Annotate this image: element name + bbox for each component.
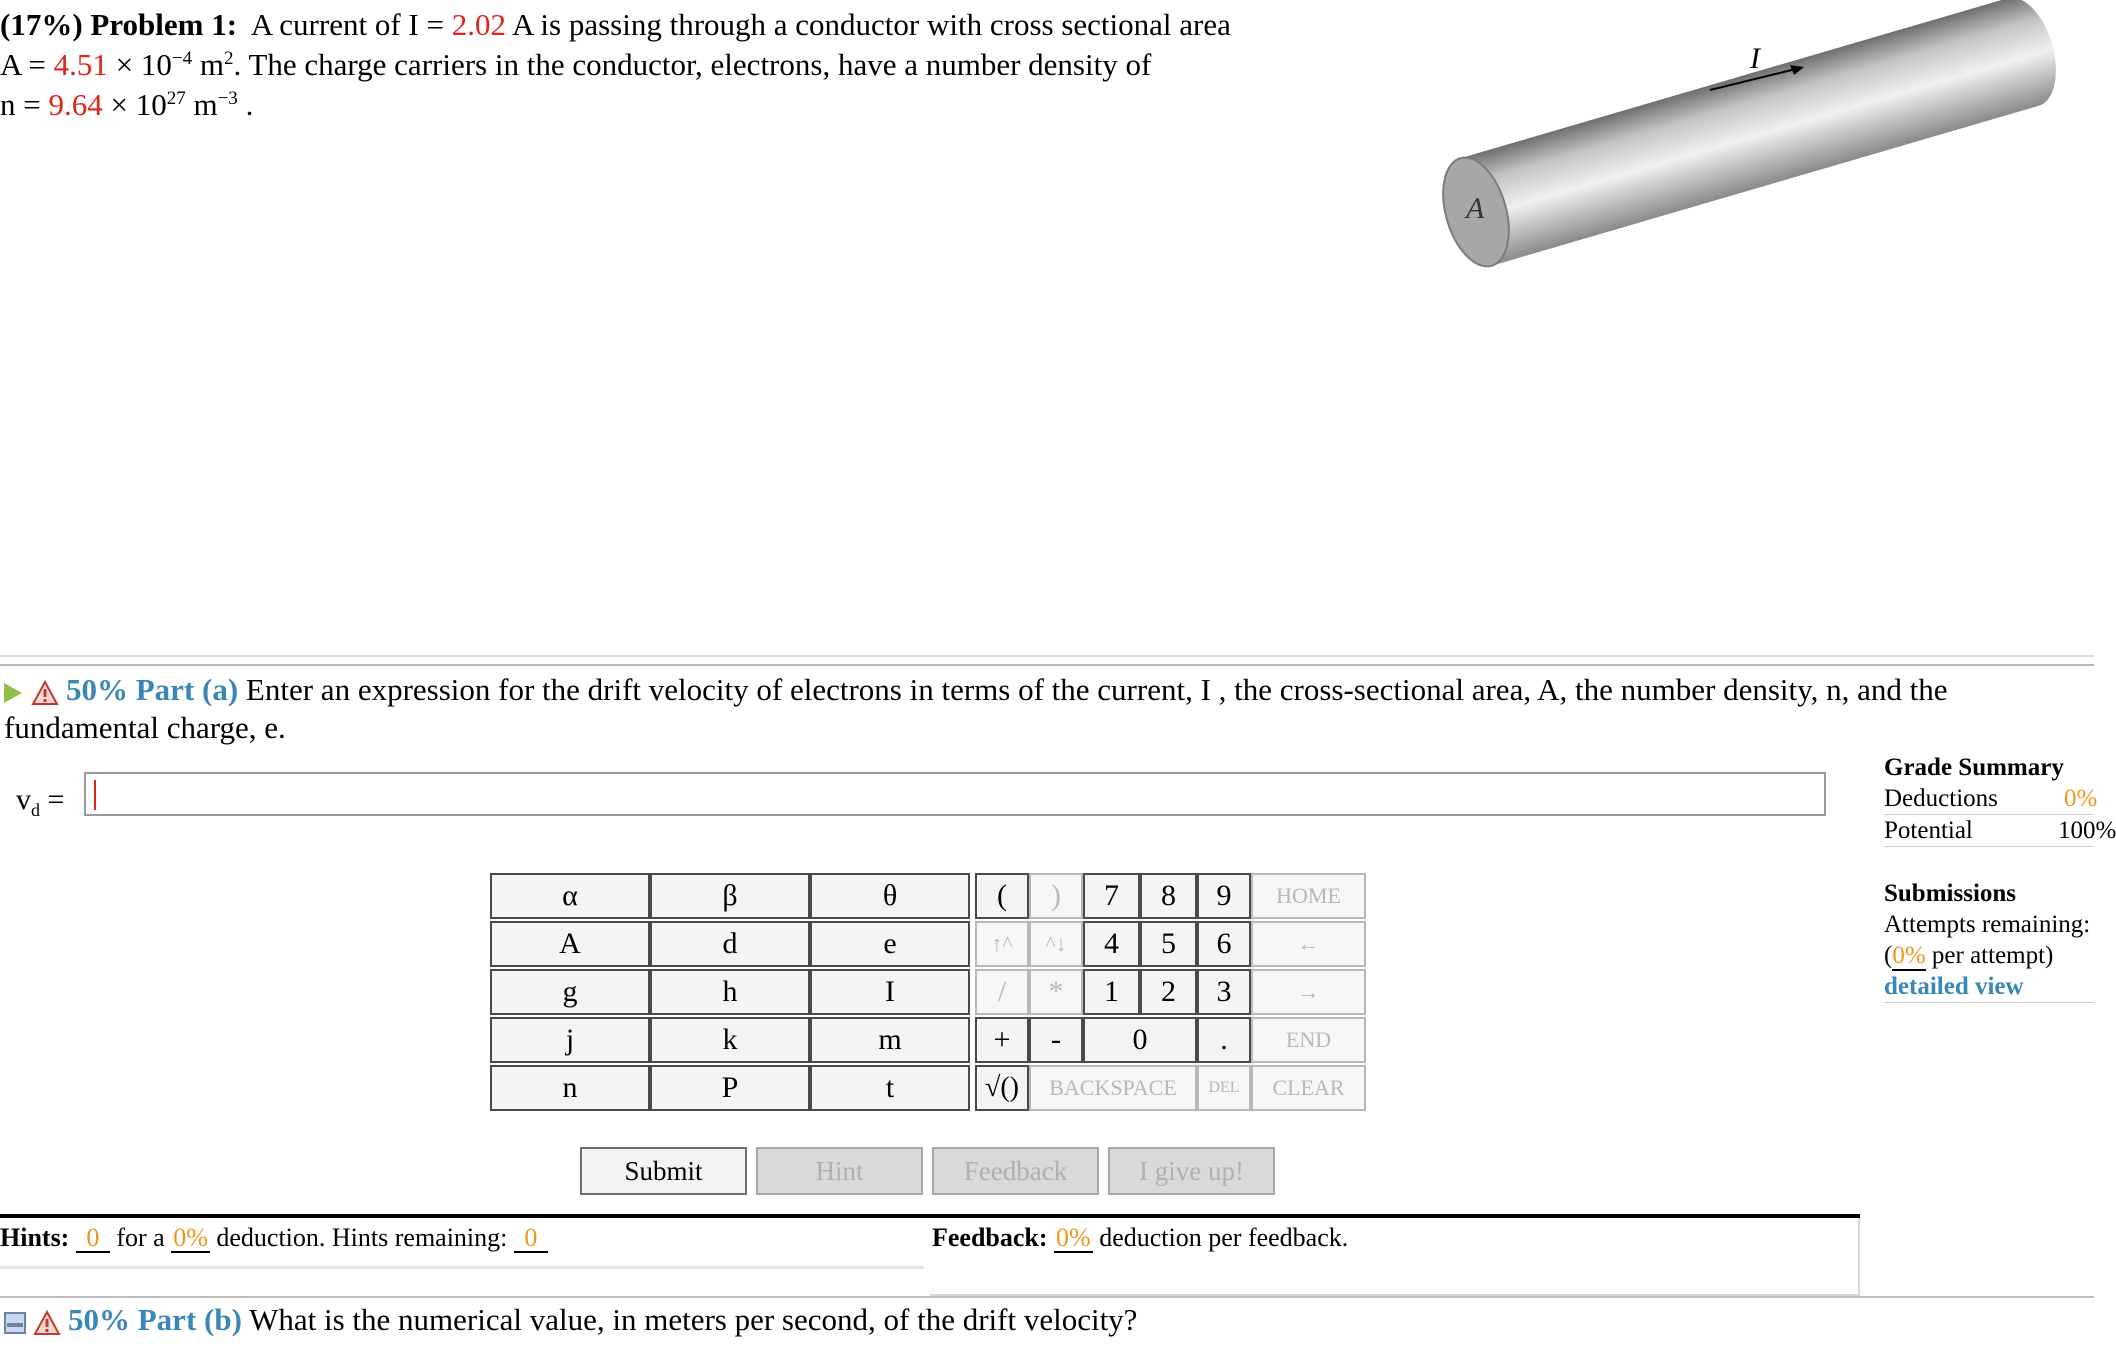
density-unit: m [185,87,218,122]
problem-weight: (17%) [0,7,83,42]
density-prefix: n = [0,87,49,122]
variable-key[interactable]: I [810,969,970,1015]
cursor-left-key[interactable]: ← [1251,921,1366,967]
problem-title: Problem 1: [90,7,238,42]
variable-key[interactable]: n [490,1065,650,1111]
multiply-key[interactable]: * [1029,969,1083,1015]
current-label: I [1750,42,1760,75]
hint-button[interactable]: Hint [756,1147,923,1195]
current-value: 2.02 [451,7,506,42]
minus-key[interactable]: - [1029,1017,1083,1063]
variable-key[interactable]: h [650,969,810,1015]
area-mult: × 10 [107,47,172,82]
feedback-label: Feedback: [932,1223,1048,1252]
problem-text: A is passing through a conductor with cross sectional area [505,7,1231,42]
variable-key[interactable]: t [810,1065,970,1111]
part-a-label: 50% Part (a) [66,672,239,707]
hints-label: Hints: [0,1223,70,1252]
variable-key[interactable]: k [650,1017,810,1063]
per-attempt: (0% per attempt) [1884,942,2054,969]
plus-key[interactable]: + [975,1017,1029,1063]
backspace-key[interactable]: BACKSPACE [1029,1065,1197,1111]
digit-1-key[interactable]: 1 [1083,969,1140,1015]
density-exp: 27 [166,88,186,109]
digit-8-key[interactable]: 8 [1140,873,1197,919]
home-key[interactable]: HOME [1251,873,1366,919]
variable-key[interactable]: d [650,921,810,967]
section-divider [0,1296,2094,1298]
part-a-question: Enter an expression for the drift velocity of electrons in terms of the current, I , the cross-sectional area, A, the number density, n, and the fundamental charge, e. [4,672,1948,745]
area-unit-exp: 2 [224,48,234,69]
digit-9-key[interactable]: 9 [1197,873,1251,919]
digit-6-key[interactable]: 6 [1197,921,1251,967]
density-end: . [237,87,254,122]
hints-info: Hints: 0 for a 0% deduction. Hints remaining: 0 [0,1223,548,1253]
area-exp: −4 [171,48,193,69]
text-caret [94,780,96,810]
section-divider [0,655,2094,657]
answer-input[interactable] [84,772,1826,816]
conductor-body [1460,0,2067,266]
digit-4-key[interactable]: 4 [1083,921,1140,967]
give-up-button[interactable]: I give up! [1108,1147,1275,1195]
part-a-heading [4,671,2064,747]
digit-7-key[interactable]: 7 [1083,873,1140,919]
digit-0-key[interactable]: 0 [1083,1017,1197,1063]
area-prefix: A = [0,47,54,82]
variable-key[interactable]: e [810,921,970,967]
delete-key[interactable]: DEL [1197,1065,1251,1111]
section-divider [0,664,2094,666]
submissions-title: Submissions [1884,880,2017,907]
area-unit: m [192,47,224,82]
detailed-view-link[interactable]: detailed view [1884,971,2094,1003]
deductions-row: Deductions 0% [1884,783,2094,815]
part-b-question: What is the numerical value, in meters per second, of the drift velocity? [241,1302,1138,1337]
feedback-deduction: 0% [1056,1223,1091,1252]
problem-statement [0,5,1400,125]
density-unit-exp: −3 [217,88,238,109]
sqrt-key[interactable]: √() [975,1065,1029,1111]
superscript-up-key[interactable]: ↑^ [975,921,1029,967]
clear-key[interactable]: CLEAR [1251,1065,1366,1111]
variable-key[interactable]: P [650,1065,810,1111]
digit-3-key[interactable]: 3 [1197,969,1251,1015]
grade-summary [1884,752,2116,1003]
decimal-key[interactable]: . [1197,1017,1251,1063]
feedback-info: Feedback: 0% deduction per feedback. [932,1223,1349,1252]
end-key[interactable]: END [1251,1017,1366,1063]
digit-2-key[interactable]: 2 [1140,969,1197,1015]
submit-button[interactable]: Submit [580,1147,747,1195]
warning-icon [32,681,58,705]
density-value: 9.64 [48,87,103,122]
density-mult: × 10 [102,87,167,122]
close-paren-key[interactable]: ) [1029,873,1083,919]
variable-key[interactable]: j [490,1017,650,1063]
digit-5-key[interactable]: 5 [1140,921,1197,967]
hints-count: 0 [76,1225,110,1253]
problem-text: A current of I = [250,7,452,42]
potential-value: 100% [2058,817,2116,844]
answer-variable-label: $v_d$ = [16,783,65,820]
hints-underline [0,1266,924,1269]
divide-key[interactable]: / [975,969,1029,1015]
variable-key[interactable]: m [810,1017,970,1063]
deductions-value: 0% [2064,785,2098,812]
grade-summary-title: Grade Summary [1884,754,2064,781]
attempts-remaining: Attempts remaining: [1884,911,2091,938]
variable-key[interactable]: β [650,873,810,919]
area-label: A [1466,192,1485,225]
variable-key[interactable]: θ [810,873,970,919]
superscript-down-key[interactable]: ^↓ [1029,921,1083,967]
variable-key[interactable]: g [490,969,650,1015]
open-paren-key[interactable]: ( [975,873,1029,919]
part-b-heading [4,1301,2064,1339]
warning-icon [34,1311,60,1335]
hints-remaining: 0 [514,1225,548,1253]
play-icon[interactable] [4,683,22,703]
cursor-right-key[interactable]: → [1251,969,1366,1015]
window-icon[interactable] [4,1312,26,1334]
hints-deduction: 0% [173,1223,208,1252]
area-value: 4.51 [53,47,108,82]
problem-text: . The charge carriers in the conductor, electrons, have a number density of [233,47,1152,82]
variable-key[interactable]: α [490,873,650,919]
feedback-button[interactable]: Feedback [932,1147,1099,1195]
conductor-figure [1420,30,2094,290]
variable-key[interactable]: A [490,921,650,967]
potential-row: Potential 100% [1884,815,2094,847]
part-b-label: 50% Part (b) [68,1302,242,1337]
